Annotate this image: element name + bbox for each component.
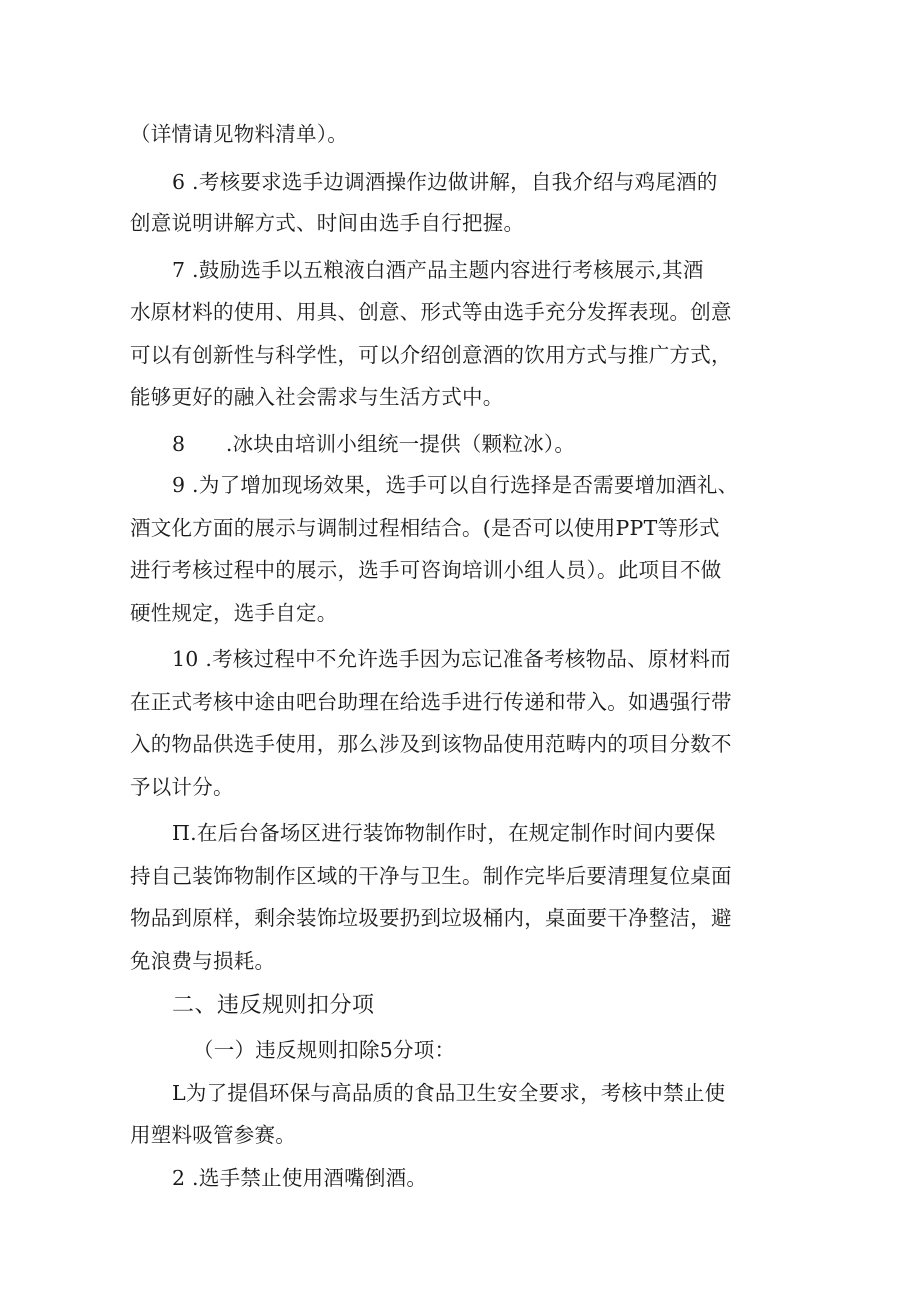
text-line: 硬性规定，选手自定。 — [130, 601, 338, 625]
text-line: 创意说明讲解方式、时间由选手自行把握。 — [130, 211, 525, 235]
text-line: 用塑料吸管参赛。 — [130, 1123, 296, 1147]
text-line: 入的物品供选手使用，那么涉及到该物品使用范畴内的项目分数不 — [130, 732, 732, 756]
text-line: L为了提倡环保与高品质的食品卫生安全要求，考核中禁止使 — [172, 1081, 726, 1105]
text-line: 免浪费与损耗。 — [130, 949, 276, 973]
section-heading: 二、违反规则扣分项 — [172, 993, 375, 1018]
text-line: 持自己装饰物制作区域的干净与卫生。制作完毕后要清理复位桌面 — [130, 864, 732, 888]
text-line: 能够更好的融入社会需求与生活方式中。 — [130, 385, 504, 409]
text-line: 予以计分。 — [130, 775, 234, 799]
text-line: （详情请见物料清单）。 — [130, 122, 348, 146]
text-line: 进行考核过程中的展示，选手可咨询培训小组人员）。此项目不做 — [130, 558, 722, 582]
text-line: 水原材料的使用、用具、创意、形式等由选手充分发挥表现。创意 — [130, 300, 732, 324]
text-line: 物品到原样，剩余装饰垃圾要扔到垃圾桶内，桌面要干净整洁，避 — [130, 906, 732, 930]
text-line: 可以有创新性与科学性，可以介绍创意酒的饮用方式与推广方式， — [130, 343, 732, 367]
text-line: 2 .选手禁止使用酒嘴倒酒。 — [172, 1166, 428, 1190]
text-line: 酒文化方面的展示与调制过程相结合。(是否可以使用PPT等形式 — [130, 516, 720, 540]
subsection-heading: （一）违反规则扣除5分项： — [193, 1038, 456, 1062]
text-line: 6 .考核要求选手边调酒操作边做讲解，自我介绍与鸡尾酒的 — [172, 170, 718, 194]
text-line: 9 .为了增加现场效果，选手可以自行选择是否需要增加酒礼、 — [172, 473, 739, 497]
text-line: 在正式考核中途由吧台助理在给选手进行传递和带入。如遇强行带 — [130, 690, 732, 714]
text-line: 10 .考核过程中不允许选手因为忘记准备考核物品、原材料而 — [172, 647, 731, 671]
text-line: 8 .冰块由培训小组统一提供（颗粒冰）。 — [172, 432, 576, 456]
text-line: Π.在后台备场区进行装饰物制作时，在规定制作时间内要保 — [172, 821, 716, 845]
text-line: 7 .鼓励选手以五粮液白酒产品主题内容进行考核展示,其酒 — [172, 258, 704, 282]
